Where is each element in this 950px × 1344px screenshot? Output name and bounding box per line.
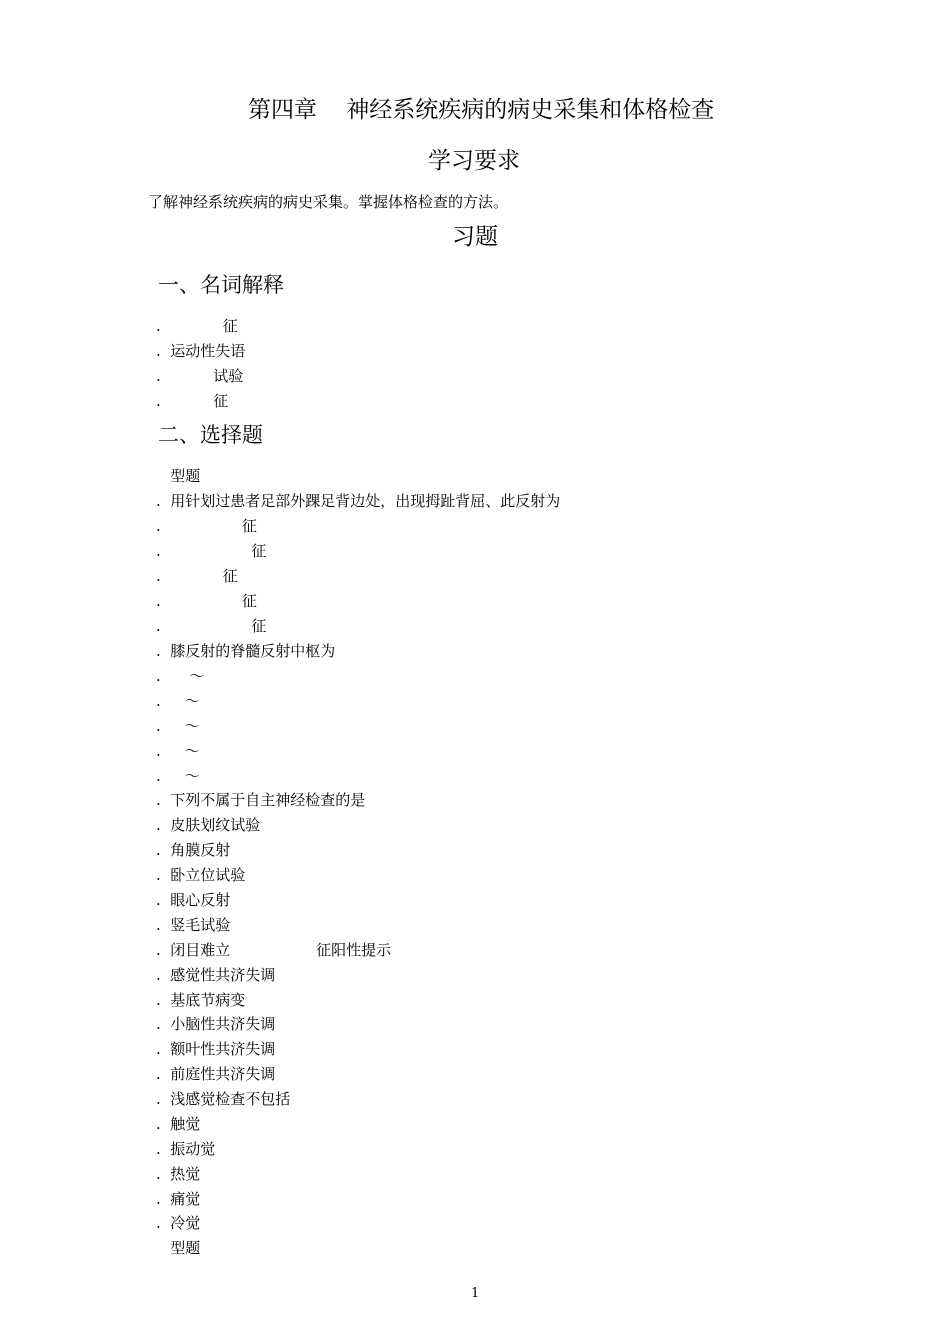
- question-line: . 竖毛试验: [156, 916, 231, 934]
- question-line: . ～: [156, 667, 205, 685]
- page-number: 1: [471, 1286, 480, 1301]
- question-line: . ～: [156, 717, 200, 735]
- question-line: . 膝反射的脊髓反射中枢为: [156, 642, 336, 660]
- question-line: . 皮肤划纹试验: [156, 816, 261, 834]
- question-line: . 前庭性共济失调: [156, 1065, 276, 1083]
- study-heading: 学习要求: [428, 148, 520, 174]
- question-line: . 痛觉: [156, 1190, 201, 1208]
- term-item: . 试验: [156, 367, 244, 385]
- question-line: . 冷觉: [156, 1214, 201, 1232]
- question-line: . ～: [156, 767, 200, 785]
- section1-title: 一、名词解释: [158, 273, 284, 297]
- question-line: . 额叶性共济失调: [156, 1040, 276, 1058]
- question-line: 型题: [156, 467, 201, 485]
- question-line: . 卧立位试验: [156, 866, 246, 884]
- question-line: . 触觉: [156, 1115, 201, 1133]
- question-line: . ～: [156, 692, 200, 710]
- question-line: . 浅感觉检查不包括: [156, 1090, 291, 1108]
- question-line: . 闭目难立 征阳性提示: [156, 941, 392, 959]
- term-item: . 运动性失语: [156, 342, 246, 360]
- question-line: . 感觉性共济失调: [156, 966, 276, 984]
- term-item: . 征: [156, 317, 238, 335]
- exercise-heading: 习题: [452, 224, 498, 250]
- question-line: . 热觉: [156, 1165, 201, 1183]
- question-line: . 角膜反射: [156, 841, 231, 859]
- question-line: . 征: [156, 567, 238, 585]
- question-line: 型题: [156, 1239, 201, 1257]
- question-line: . 基底节病变: [156, 991, 246, 1009]
- question-line: . 征: [156, 542, 267, 560]
- question-line: . 眼心反射: [156, 891, 231, 909]
- question-line: . ～: [156, 742, 200, 760]
- question-line: . 征: [156, 592, 257, 610]
- section2-title: 二、选择题: [158, 423, 263, 447]
- question-line: . 小脑性共济失调: [156, 1015, 276, 1033]
- study-text: 了解神经系统疾病的病史采集。掌握体格检查的方法。: [148, 193, 509, 211]
- question-line: . 征: [156, 617, 267, 635]
- question-line: . 征: [156, 517, 257, 535]
- question-line: . 振动觉: [156, 1140, 216, 1158]
- question-line: . 用针划过患者足部外踝足背边处，出现拇趾背屈、此反射为: [156, 492, 561, 510]
- term-item: . 征: [156, 392, 229, 410]
- chapter-title: 第四章 神经系统疾病的病史采集和体格检查: [248, 97, 715, 123]
- question-line: . 下列不属于自主神经检查的是: [156, 791, 366, 809]
